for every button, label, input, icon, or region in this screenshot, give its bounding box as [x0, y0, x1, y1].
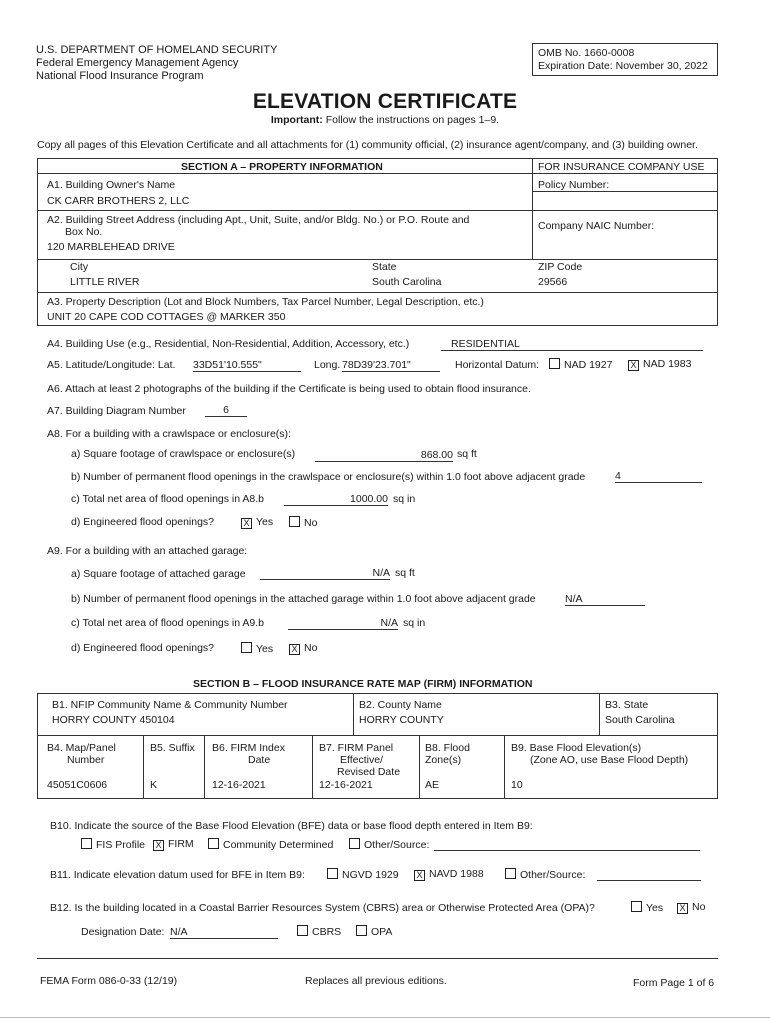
- naic-number-label: Company NAIC Number:: [538, 220, 655, 232]
- a8a-label: a) Square footage of crawlspace or enclosure(s): [71, 448, 296, 460]
- b11-label: B11. Indicate elevation datum used for BFE in Item B9:: [50, 869, 305, 881]
- b12-no-label: No: [692, 901, 706, 913]
- a9a-garage-sqft: N/A: [260, 567, 390, 580]
- agency-line-3: National Flood Insurance Program: [36, 70, 204, 82]
- b10-community-label: Community Determined: [223, 839, 334, 851]
- b12-yes-label: Yes: [646, 902, 664, 914]
- nad1983-checkbox[interactable]: X: [628, 360, 639, 371]
- a8d-label: d) Engineered flood openings?: [71, 516, 215, 528]
- agency-line-1: U.S. DEPARTMENT OF HOMELAND SECURITY: [36, 44, 278, 56]
- designation-date-label: Designation Date:: [81, 926, 165, 938]
- section-a-title: SECTION A – PROPERTY INFORMATION: [181, 161, 383, 173]
- b6-firm-index-date: 12-16-2021: [212, 779, 266, 791]
- omb-expiration: Expiration Date: November 30, 2022: [538, 60, 708, 72]
- b10-firm-checkbox[interactable]: X: [153, 840, 164, 851]
- b10-fis-label: FIS Profile: [96, 839, 146, 851]
- b11-navd-label: NAVD 1988: [429, 868, 484, 880]
- b3-state: South Carolina: [605, 714, 675, 726]
- a5-label: A5. Latitude/Longitude: Lat.: [47, 359, 176, 371]
- b10-community-option[interactable]: [208, 838, 333, 851]
- b10-other-checkbox[interactable]: [349, 838, 360, 849]
- zip-value: 29566: [538, 276, 568, 288]
- a8-label: A8. For a building with a crawlspace or enclosure(s):: [47, 428, 291, 440]
- b11-ngvd-label: NGVD 1929: [342, 869, 399, 881]
- a3-label: A3. Property Description (Lot and Block Numbers, Tax Parcel Number, Legal Description, etc.): [47, 296, 484, 308]
- a3-property-description: UNIT 20 CAPE COD COTTAGES @ MARKER 350: [47, 311, 286, 323]
- section-b-title: SECTION B – FLOOD INSURANCE RATE MAP (FIRM) INFORMATION: [193, 678, 533, 690]
- b10-other-option[interactable]: [349, 838, 429, 851]
- b11-ngvd-option[interactable]: [327, 868, 399, 881]
- b10-fis-checkbox[interactable]: [81, 838, 92, 849]
- a8b-label: b) Number of permanent flood openings in the crawlspace or enclosure(s) within 1.0 foot above adjacent grade: [71, 471, 586, 483]
- cbrs-label: CBRS: [312, 926, 342, 938]
- opa-label: OPA: [371, 926, 393, 938]
- a2-label: A2. Building Street Address (including Apt., Unit, Suite, and/or Bldg. No.) or P.O. Route and: [47, 214, 470, 226]
- opa-checkbox[interactable]: [356, 925, 367, 936]
- a8a-unit: sq ft: [457, 448, 477, 460]
- cbrs-option[interactable]: [297, 925, 341, 938]
- b12-yes-checkbox[interactable]: [631, 901, 642, 912]
- a9d-label: d) Engineered flood openings?: [71, 642, 215, 654]
- page-title: ELEVATION CERTIFICATE: [252, 90, 518, 113]
- a7-diagram-number: 6: [205, 404, 247, 417]
- b4-map-panel: 45051C0606: [47, 779, 108, 791]
- a3-box: [37, 292, 718, 326]
- page-edge: [0, 1017, 770, 1018]
- a2-street-address: 120 MARBLEHEAD DRIVE: [47, 241, 175, 253]
- zip-label: ZIP Code: [538, 261, 583, 273]
- b9-label: B9. Base Flood Elevation(s): [511, 742, 642, 754]
- b11-navd-checkbox[interactable]: X: [414, 870, 425, 881]
- b8-label: B8. Flood: [425, 742, 470, 754]
- b10-firm-label: FIRM: [168, 838, 194, 850]
- policy-number-label: Policy Number:: [538, 179, 610, 191]
- b2-label: B2. County Name: [359, 699, 442, 711]
- opa-option[interactable]: [356, 925, 392, 938]
- b10-fis-option[interactable]: [81, 838, 145, 851]
- b4-label-line2: Number: [67, 754, 105, 766]
- a9d-no-checkbox[interactable]: X: [289, 644, 300, 655]
- b7-label: B7. FIRM Panel: [319, 742, 394, 754]
- b9-bfe: 10: [511, 779, 523, 791]
- a1-label: A1. Building Owner's Name: [47, 179, 176, 191]
- section-b-box: [37, 693, 718, 799]
- page-number: Form Page 1 of 6: [633, 977, 715, 989]
- b11-other-option[interactable]: [505, 868, 585, 881]
- state-value: South Carolina: [372, 276, 442, 288]
- b7-label-line2: Effective/: [340, 754, 383, 766]
- a8d-yes-label: Yes: [256, 516, 274, 528]
- b7-panel-date: 12-16-2021: [319, 779, 373, 791]
- a8b-flood-openings: 4: [615, 470, 702, 483]
- b10-label: B10. Indicate the source of the Base Flood Elevation (BFE) data or base flood depth entered in Item B9:: [50, 820, 533, 832]
- a4-label: A4. Building Use (e.g., Residential, Non-Residential, Addition, Accessory, etc.): [47, 338, 410, 350]
- a9d-yes-checkbox[interactable]: [241, 642, 252, 653]
- a9b-label: b) Number of permanent flood openings in the attached garage within 1.0 foot above adjacent grade: [71, 593, 536, 605]
- a9d-no-label: No: [304, 642, 318, 654]
- a9c-unit: sq in: [403, 617, 426, 629]
- a9c-label: c) Total net area of flood openings in A9.b: [71, 617, 265, 629]
- a9c-openings-area: N/A: [288, 617, 398, 630]
- a7-label: A7. Building Diagram Number: [47, 405, 186, 417]
- important-text: Follow the instructions on pages 1–9.: [322, 114, 500, 126]
- important-label: Important:: [270, 114, 323, 126]
- b7-label-line3: Revised Date: [337, 766, 401, 778]
- form-number: FEMA Form 086-0-33 (12/19): [40, 975, 178, 987]
- nad1927-label: NAD 1927: [564, 359, 613, 371]
- b10-other-line[interactable]: [434, 850, 700, 851]
- b12-no-checkbox[interactable]: X: [677, 903, 688, 914]
- city-label: City: [70, 261, 89, 273]
- a9a-unit: sq ft: [395, 567, 415, 579]
- a9b-garage-openings: N/A: [565, 593, 645, 606]
- b3-label: B3. State: [605, 699, 649, 711]
- omb-number: OMB No. 1660-0008: [538, 47, 635, 59]
- b11-other-checkbox[interactable]: [505, 868, 516, 879]
- a8c-unit: sq in: [393, 493, 416, 505]
- a8a-crawlspace-sqft: 868.00: [315, 449, 453, 462]
- insurance-use-title: FOR INSURANCE COMPANY USE: [538, 161, 705, 173]
- designation-date-value: N/A: [170, 926, 278, 939]
- b6-label-line2: Date: [248, 754, 271, 766]
- replaces-note: Replaces all previous editions.: [305, 975, 447, 987]
- b6-label: B6. FIRM Index: [212, 742, 285, 754]
- b1-label: B1. NFIP Community Name & Community Number: [52, 699, 288, 711]
- omb-box: [532, 43, 718, 76]
- a8d-no-label: No: [304, 517, 318, 529]
- a8d-no-checkbox[interactable]: [289, 516, 300, 527]
- b9-label-line2: (Zone AO, use Base Flood Depth): [530, 754, 689, 766]
- nad1983-option[interactable]: [628, 358, 691, 371]
- a6-label: A6. Attach at least 2 photographs of the building if the Certificate is being used to obtain flood insurance.: [47, 383, 531, 395]
- b10-other-label: Other/Source:: [364, 839, 430, 851]
- b2-county: HORRY COUNTY: [359, 714, 444, 726]
- a9d-yes-option[interactable]: [241, 642, 273, 655]
- section-a-box: [37, 158, 718, 293]
- b5-label: B5. Suffix: [150, 742, 195, 754]
- a5-longitude: 78D39'23.701": [342, 359, 440, 372]
- b11-other-line[interactable]: [597, 880, 701, 881]
- a8c-label: c) Total net area of flood openings in A8.b: [71, 493, 265, 505]
- a9a-label: a) Square footage of attached garage: [71, 568, 246, 580]
- state-label: State: [372, 261, 397, 273]
- nad1983-label: NAD 1983: [643, 358, 692, 370]
- a5-long-label: Long.: [314, 359, 341, 371]
- b10-community-checkbox[interactable]: [208, 838, 219, 849]
- a9d-yes-label: Yes: [256, 643, 274, 655]
- b5-suffix: K: [150, 779, 158, 791]
- horizontal-datum-label: Horizontal Datum:: [455, 359, 540, 371]
- a9d-no-option[interactable]: [289, 642, 317, 655]
- nad1927-checkbox[interactable]: [549, 358, 560, 369]
- b12-label: B12. Is the building located in a Coastal Barrier Resources System (CBRS) area or Otherwise Protected Area (OPA)?: [50, 902, 595, 914]
- copy-instructions: Copy all pages of this Elevation Certificate and all attachments for (1) community official, (2) insurance agent/company, and (3) building owner.: [37, 139, 698, 151]
- a5-latitude: 33D51'10.555": [193, 359, 301, 372]
- cbrs-checkbox[interactable]: [297, 925, 308, 936]
- a8d-no-option[interactable]: [289, 516, 317, 529]
- bottom-rule: [37, 958, 718, 959]
- a2-label-line2: Box No.: [65, 226, 103, 238]
- b10-firm-option[interactable]: [153, 838, 194, 851]
- a8d-yes-checkbox[interactable]: X: [241, 518, 252, 529]
- agency-line-2: Federal Emergency Management Agency: [36, 57, 239, 69]
- a9-label: A9. For a building with an attached garage:: [47, 545, 248, 557]
- nad1927-option[interactable]: [549, 358, 612, 371]
- agency-header: [36, 44, 277, 83]
- b1-community: HORRY COUNTY 450104: [52, 714, 175, 726]
- a4-building-use: RESIDENTIAL: [441, 338, 703, 351]
- b11-other-label: Other/Source:: [520, 869, 586, 881]
- b11-ngvd-checkbox[interactable]: [327, 868, 338, 879]
- a1-owner-name: CK CARR BROTHERS 2, LLC: [47, 195, 190, 207]
- b8-flood-zone: AE: [425, 779, 440, 791]
- b12-no-option[interactable]: [677, 901, 705, 914]
- city-value: LITTLE RIVER: [70, 276, 140, 288]
- a8d-yes-option[interactable]: [241, 516, 273, 529]
- a8c-openings-area: 1000.00: [284, 493, 388, 506]
- b8-label-line2: Zone(s): [425, 754, 462, 766]
- important-note: [0, 114, 770, 126]
- b12-yes-option[interactable]: [631, 901, 663, 914]
- b11-navd-option[interactable]: [414, 868, 484, 881]
- b4-label: B4. Map/Panel: [47, 742, 116, 754]
